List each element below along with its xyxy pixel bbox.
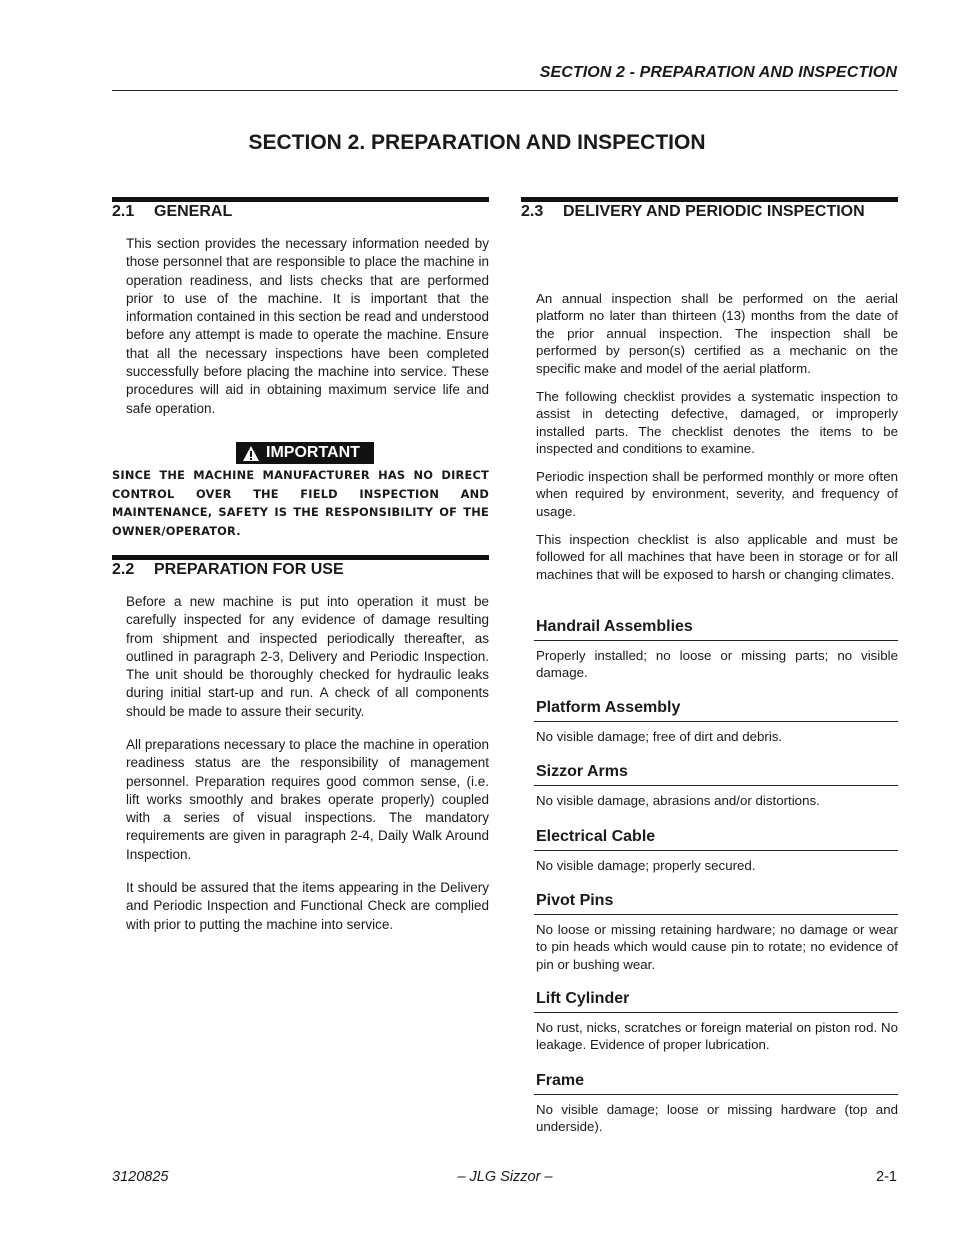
checklist-item-text: No rust, nicks, scratches or foreign material on piston rod. No leakage. Evidence of proper lubrication. <box>536 1020 898 1053</box>
page-number: 2-1 <box>876 1169 897 1185</box>
item-rule <box>534 1012 898 1013</box>
section-bar <box>112 197 489 202</box>
section-2-3-heading <box>521 203 865 221</box>
warning-triangle-icon <box>242 445 260 462</box>
header-rule <box>112 90 898 91</box>
checklist-item-text: No visible damage, abrasions and/or distortions. <box>536 793 820 808</box>
section-2-3-paragraph: Periodic inspection shall be performed monthly or more often when required by environment, severity, and frequency of usage. <box>536 469 898 519</box>
item-rule <box>534 721 898 722</box>
item-rule <box>534 640 898 641</box>
section-2-2-paragraph: Before a new machine is put into operation it must be carefully inspected for any evidence of damage resulting from shipment and inspected periodically thereafter, as outlined in paragraph 2-3, Delivery and Periodic Inspection. The unit should be thoroughly checked for hydraulic leaks during initial start-up and run. A check of all components should be made to assure their security. <box>126 594 489 719</box>
important-message: SINCE THE MACHINE MANUFACTURER HAS NO DIRECT CONTROL OVER THE FIELD INSPECTION AND MAINTENANCE, SAFETY IS THE RESPONSIBILITY OF THE OWNER/OPERATOR. <box>112 468 489 538</box>
item-rule <box>534 1094 898 1095</box>
section-title: DELIVERY AND PERIODIC INSPECTION <box>563 203 865 220</box>
checklist-item-text: No visible damage; loose or missing hardware (top and underside). <box>536 1102 898 1135</box>
checklist-item-title: Platform Assembly <box>536 699 681 716</box>
footer-center: – JLG Sizzor – <box>457 1169 553 1185</box>
section-2-2-paragraph: It should be assured that the items appearing in the Delivery and Periodic Inspection and Functional Check are complied with prior to putting the machine into service. <box>126 880 489 932</box>
checklist-item-text: No loose or missing retaining hardware; no damage or wear to pin heads which would cause pin to rotate; no evidence of pin or bushing wear. <box>536 922 898 972</box>
item-rule <box>534 850 898 851</box>
section-title: PREPARATION FOR USE <box>154 561 344 578</box>
section-2-3-paragraph: An annual inspection shall be performed on the aerial platform no later than thirteen (13) months from the date of the prior annual inspection. The inspection shall be performed by person(s) certified as a mechanic on the specific make and model of the aerial platform. <box>536 291 898 376</box>
important-text-label: IMPORTANT <box>266 444 360 461</box>
item-rule <box>534 785 898 786</box>
section-2-1-heading <box>112 203 232 221</box>
section-2-2-paragraph: All preparations necessary to place the machine in operation readiness status are the responsibility of management personnel. Preparation requires good common sense, (i.e. lift works smoothly and brakes operate properly) coupled with a series of visual inspections. The mandatory requirements are given in paragraph 2-4, Daily Walk Around Inspection. <box>126 737 489 862</box>
checklist-item-title: Pivot Pins <box>536 892 614 909</box>
section-2-2-heading <box>112 561 344 579</box>
section-2-3-paragraph: The following checklist provides a systematic inspection to assist in detecting defective, damaged, or improperly installed parts. The checklist denotes the items to be inspected and conditions to examine. <box>536 389 898 457</box>
section-number: 2.3 <box>521 203 544 220</box>
checklist-item-title: Lift Cylinder <box>536 990 630 1007</box>
checklist-item-title: Frame <box>536 1072 585 1089</box>
checklist-item-title: Electrical Cable <box>536 828 656 845</box>
section-bar <box>112 555 489 560</box>
section-2-3-paragraph: This inspection checklist is also applicable and must be followed for all machines that have been in storage or for all machines that will be exposed to harsh or changing climates. <box>536 532 898 582</box>
important-label <box>236 442 374 464</box>
checklist-item-text: No visible damage; properly secured. <box>536 858 756 873</box>
item-rule <box>534 914 898 915</box>
checklist-item-text: Properly installed; no loose or missing parts; no visible damage. <box>536 648 898 681</box>
running-header: SECTION 2 - PREPARATION AND INSPECTION <box>539 64 897 81</box>
section-number: 2.2 <box>112 561 135 578</box>
section-bar <box>521 197 898 202</box>
checklist-item-text: No visible damage; free of dirt and debris. <box>536 729 783 744</box>
footer-doc-number: 3120825 <box>112 1169 169 1185</box>
section-title: GENERAL <box>154 203 233 220</box>
checklist-item-title: Handrail Assemblies <box>536 618 693 635</box>
page-title: SECTION 2. PREPARATION AND INSPECTION <box>248 131 706 154</box>
section-2-1-body: This section provides the necessary information needed by those personnel that are responsible to place the machine in operation readiness, and lists checks that are performed prior to use of the machine. It is important that the information contained in this section be read and understood before any attempt is made to operate the machine. Ensure that all the necessary inspections have been completed successfully before placing the machine into service. These procedures will aid in obtaining maximum service life and safe operation. <box>126 236 489 416</box>
section-number: 2.1 <box>112 203 135 220</box>
checklist-item-title: Sizzor Arms <box>536 763 628 780</box>
